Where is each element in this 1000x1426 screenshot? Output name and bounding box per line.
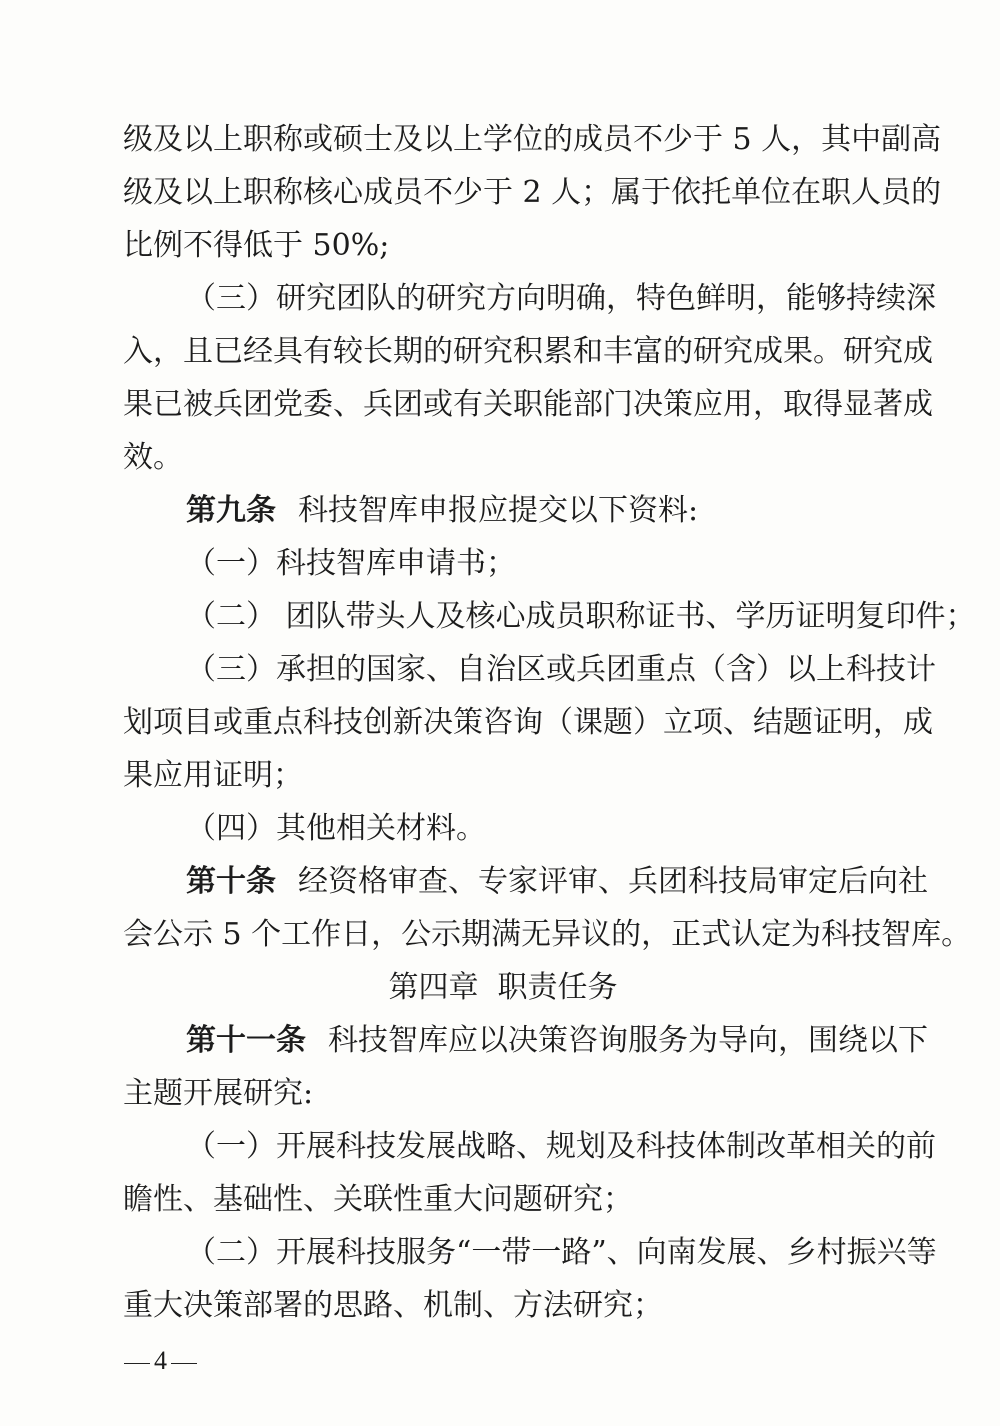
article-9 (186, 493, 883, 533)
article-11 (186, 1023, 928, 1063)
paragraph-line: 比例不得低于 50%; (123, 228, 390, 263)
article-text: 科技智库申报应提交以下资料: (298, 493, 699, 528)
list-item: （二）开展科技服务“一带一路”、向南发展、乡村振兴等 (186, 1235, 937, 1270)
paragraph-line: （三）研究团队的研究方向明确，特色鲜明，能够持续深 (186, 281, 936, 316)
chapter-heading: 第四章 职责任务 (388, 970, 618, 1005)
article-text: 经资格审查、专家评审、兵团科技局审定后向社 (298, 864, 928, 899)
list-item: （三）承担的国家、自治区或兵团重点（含）以上科技计 (186, 652, 936, 687)
paragraph-line: 瞻性、基础性、关联性重大问题研究； (123, 1182, 633, 1217)
article-heading: 第十条 (186, 864, 276, 899)
article-heading: 第九条 (186, 493, 276, 528)
article-text: 科技智库应以决策咨询服务为导向，围绕以下 (328, 1023, 928, 1058)
list-item: （二） 团队带头人及核心成员职称证书、学历证明复印件； (186, 599, 976, 634)
paragraph-line: 果应用证明； (123, 758, 303, 793)
page-number (120, 1346, 201, 1376)
paragraph-line: 效。 (123, 440, 183, 475)
dash-left (124, 1363, 150, 1364)
list-item: （一）开展科技发展战略、规划及科技体制改革相关的前 (186, 1129, 936, 1164)
article-heading: 第十一条 (186, 1023, 306, 1058)
paragraph-line: 入，且已经具有较长期的研究积累和丰富的研究成果。研究成 (123, 334, 933, 369)
paragraph-line: 主题开展研究: (123, 1076, 314, 1111)
paragraph-line: 级及以上职称核心成员不少于 2 人；属于依托单位在职人员的 (123, 175, 942, 210)
paragraph-line: 划项目或重点科技创新决策咨询（课题）立项、结题证明，成 (123, 705, 933, 740)
list-item: （四）其他相关材料。 (186, 811, 486, 846)
list-item: （一）科技智库申请书； (186, 546, 516, 581)
paragraph-line: 级及以上职称或硕士及以上学位的成员不少于 5 人，其中副高 (123, 122, 942, 157)
article-10 (186, 864, 928, 904)
dash-right (171, 1363, 197, 1364)
paragraph-line: 重大决策部署的思路、机制、方法研究； (123, 1288, 663, 1323)
paragraph-line: 会公示 5 个工作日，公示期满无异议的，正式认定为科技智库。 (123, 917, 972, 952)
paragraph-line: 果已被兵团党委、兵团或有关职能部门决策应用，取得显著成 (123, 387, 933, 422)
page-number-text: 4 (154, 1346, 167, 1375)
